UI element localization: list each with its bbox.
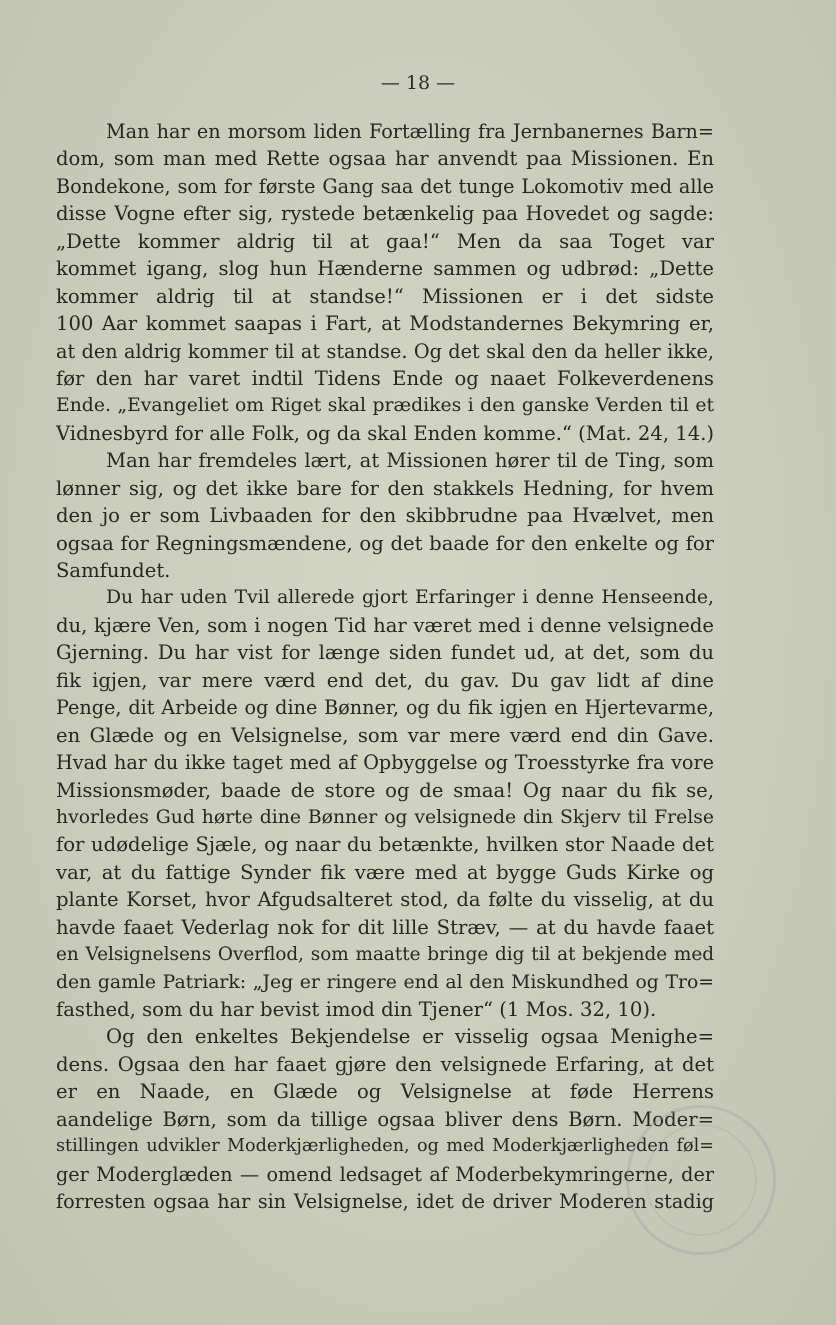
text-line: Du har uden Tvil allerede gjort Erfaringer i denne Henseende,	[106, 587, 714, 609]
text-line: havde faaet Vederlag nok for dit lille Stræv, — at du havde faaet	[56, 915, 714, 939]
text-line: er en Naade, en Glæde og Velsignelse at føde Herrens	[56, 1080, 714, 1104]
text-line: ogsaa for Regningsmændene, og det baade for den enkelte og for	[56, 531, 714, 555]
text-line: Man har en morsom liden Fortælling fra Jernbanernes Barn=	[106, 120, 714, 143]
text-line: lønner sig, og det ikke bare for den stakkels Hedning, for hvem	[56, 476, 714, 500]
text-line: plante Korset, hvor Afgudsalteret stod, da følte du visselig, at du	[56, 888, 714, 912]
library-stamp	[626, 1105, 776, 1255]
text-line: fasthed, som du har bevist imod din Tjener“ (1 Mos. 32, 10).	[56, 998, 657, 1021]
text-line: den gamle Patriark: „Jeg er ringere end al den Miskundhed og Tro=	[56, 971, 714, 993]
text-line: før den har varet indtil Tidens Ende og naaet Folkeverdenens	[56, 366, 714, 390]
text-line: Gjerning. Du har vist for længe siden fundet ud, at det, som du	[56, 641, 714, 665]
text-line: Penge, dit Arbeide og dine Bønner, og du fik igjen en Hjertevarme,	[56, 696, 714, 720]
text-line: Missionsmøder, baade de store og de smaa! Og naar du fik se,	[56, 778, 714, 802]
text-line: en Glæde og en Velsignelse, som var mere værd end din Gave.	[56, 723, 714, 747]
text-line: Bondekone, som for første Gang saa det tunge Lokomotiv med alle	[56, 174, 714, 198]
text-line: var, at du fattige Synder fik være med at bygge Guds Kirke og	[56, 860, 714, 884]
text-line: forresten ogsaa har sin Velsignelse, idet de driver Moderen stadig	[56, 1190, 714, 1214]
text-line: kommet igang, slog hun Hænderne sammen og udbrød: „Dette	[56, 257, 714, 281]
text-line: Ende. „Evangeliet om Riget skal prædikes i den ganske Verden til et	[56, 395, 714, 417]
text-line: Man har fremdeles lært, at Missionen hører til de Ting, som	[106, 449, 714, 473]
text-line: du, kjære Ven, som i nogen Tid har været med i denne velsignede	[56, 613, 714, 637]
text-line: Samfundet.	[56, 559, 171, 582]
text-line: Og den enkeltes Bekjendelse er visselig ogsaa Menighe=	[106, 1025, 714, 1049]
text-line: dom, som man med Rette ogsaa har anvendt paa Missionen. En	[56, 147, 714, 171]
body-text	[56, 118, 714, 1216]
text-line: kommer aldrig til at standse!“ Missionen er i det sidste	[56, 284, 714, 308]
page-number: — 18 —	[380, 72, 456, 94]
text-line: hvorledes Gud hørte dine Bønner og velsignede din Skjerv til Frelse	[56, 806, 714, 828]
text-line: fik igjen, var mere værd end det, du gav. Du gav lidt af dine	[56, 668, 714, 692]
library-stamp-inner-ring	[645, 1124, 757, 1236]
text-line: at den aldrig kommer til at standse. Og det skal den da heller ikke,	[56, 339, 714, 363]
text-line: Hvad har du ikke taget med af Opbyggelse og Troesstyrke fra vore	[56, 751, 714, 775]
text-line: Vidnesbyrd for alle Folk, og da skal Enden komme.“ (Mat. 24, 14.)	[56, 421, 714, 445]
text-line: 100 Aar kommet saapas i Fart, at Modstandernes Bekymring er,	[56, 312, 714, 336]
text-line: aandelige Børn, som da tillige ogsaa bliver dens Børn. Moder=	[56, 1107, 714, 1131]
text-line: ger Moderglæden — omend ledsaget af Moderbekymringerne, der	[56, 1162, 714, 1186]
text-line: for udødelige Sjæle, og naar du betænkte, hvilken stor Naade det	[56, 833, 714, 857]
text-line: dens. Ogsaa den har faaet gjøre den velsignede Erfaring, at det	[56, 1052, 714, 1076]
text-line: disse Vogne efter sig, rystede betænkelig paa Hovedet og sagde:	[56, 202, 714, 226]
text-line: en Velsignelsens Overflod, som maatte bringe dig til at bekjende med	[56, 944, 714, 966]
text-line: „Dette kommer aldrig til at gaa!“ Men da saa Toget var	[56, 229, 714, 253]
text-line: den jo er som Livbaaden for den skibbrudne paa Hvælvet, men	[56, 504, 714, 528]
text-line: stillingen udvikler Moderkjærligheden, og med Moderkjærligheden føl=	[56, 1136, 714, 1157]
